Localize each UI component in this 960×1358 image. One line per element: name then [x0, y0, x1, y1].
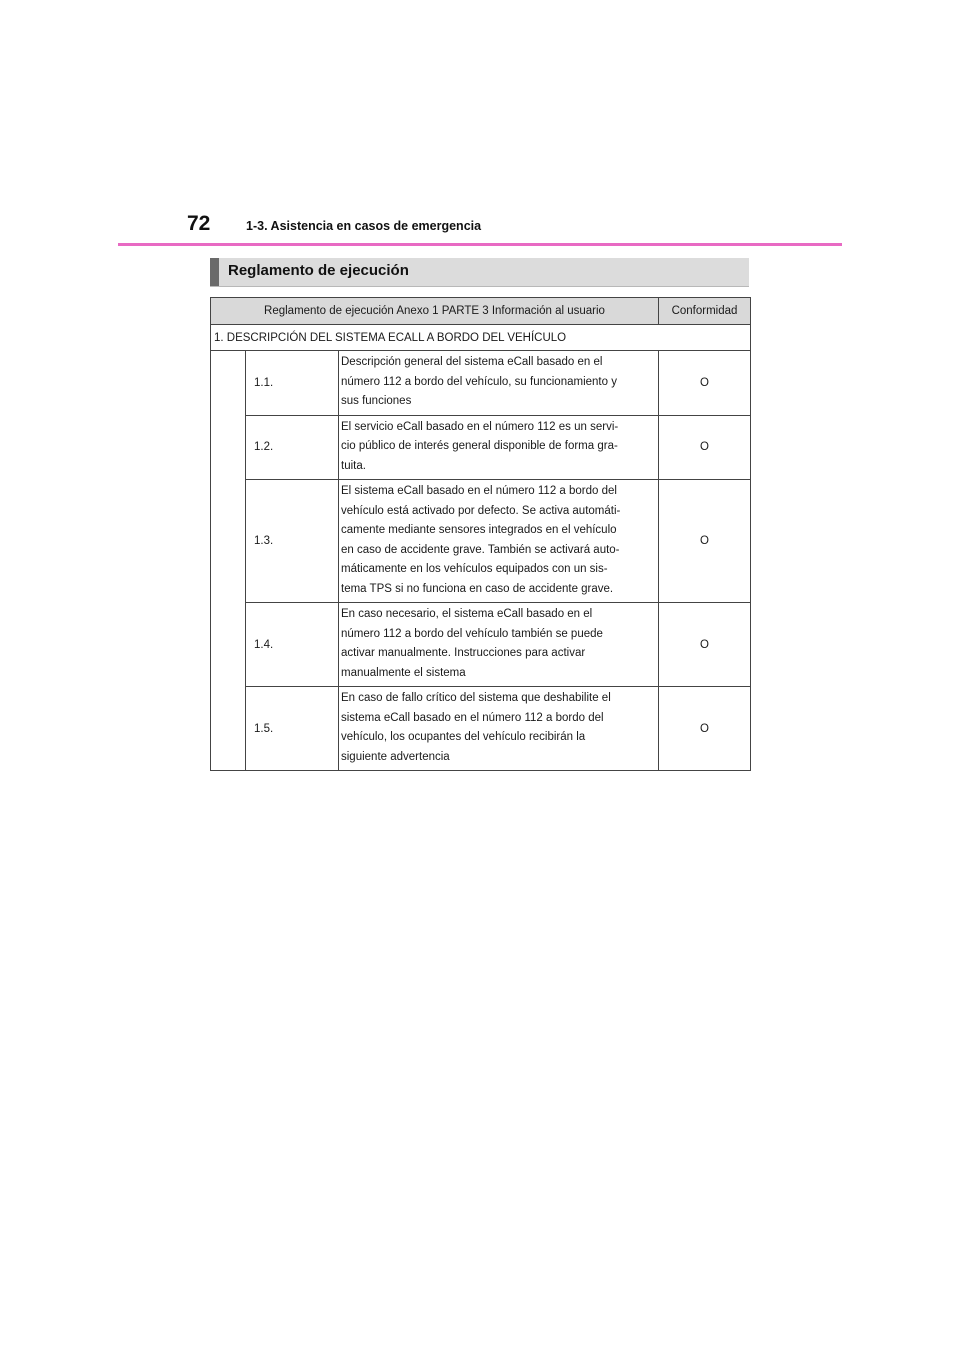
item-number: 1.1. [246, 351, 339, 416]
indent-spacer-cell [211, 351, 246, 771]
chapter-title: 1. DESCRIPCIÓN DEL SISTEMA ECALL A BORDO DEL VEHÍCULO [211, 325, 751, 351]
description-line: El servicio eCall basado en el número 112 es un servi- [341, 420, 619, 433]
description-line: vehículo, los ocupantes del vehículo recibirán la [341, 731, 586, 743]
item-number: 1.5. [246, 687, 339, 771]
table-row [211, 351, 751, 416]
description-line: sistema eCall basado en el número 112 a bordo del [341, 711, 604, 724]
table-row [211, 480, 751, 603]
regulation-table [210, 297, 751, 771]
item-description [339, 351, 659, 416]
item-description [339, 603, 659, 687]
subsection-accent-block [210, 258, 219, 286]
table-row [211, 687, 751, 771]
item-conformity: O [659, 603, 751, 687]
description-line: vehículo está activado por defecto. Se activa automáti- [341, 504, 621, 517]
table-row [211, 415, 751, 480]
item-number: 1.2. [246, 415, 339, 480]
item-conformity: O [659, 415, 751, 480]
description-line: activar manualmente. Instrucciones para activar [341, 647, 586, 659]
table-row [211, 603, 751, 687]
section-title: 1-3. Asistencia en casos de emergencia [246, 219, 482, 233]
item-conformity: O [659, 351, 751, 416]
regulation-column-header: Reglamento de ejecución Anexo 1 PARTE 3 Información al usuario [211, 298, 659, 325]
item-description [339, 687, 659, 771]
description-line: número 112 a bordo del vehículo, su funcionamiento y [341, 375, 617, 388]
description-line: cio público de interés general disponible de forma gra- [341, 440, 618, 452]
header-rule [118, 243, 842, 246]
description-line: máticamente en los vehículos equipados con un sis- [341, 563, 608, 575]
subsection-title: Reglamento de ejecución [228, 262, 409, 279]
item-number: 1.3. [246, 480, 339, 603]
conformity-column-header: Conformidad [659, 298, 751, 325]
description-line: manualmente el sistema [341, 666, 466, 679]
description-line: En caso de fallo crítico del sistema que deshabilite el [341, 692, 611, 704]
description-line: en caso de accidente grave. También se activará auto- [341, 543, 620, 556]
item-description [339, 480, 659, 603]
item-number: 1.4. [246, 603, 339, 687]
item-conformity: O [659, 687, 751, 771]
page-number: 72 [187, 212, 211, 235]
item-conformity: O [659, 480, 751, 603]
chapter-row [211, 325, 751, 351]
subsection-heading-bar [210, 258, 749, 287]
description-line: tema TPS si no funciona en caso de accidente grave. [341, 582, 614, 595]
description-line: sus funciones [341, 395, 412, 407]
item-description [339, 415, 659, 480]
description-line: camente mediante sensores integrados en el vehículo [341, 524, 617, 536]
table-header-row [211, 298, 751, 325]
description-line: siguiente advertencia [341, 750, 450, 763]
description-line: El sistema eCall basado en el número 112 a bordo del [341, 485, 617, 497]
description-line: Descripción general del sistema eCall basado en el [341, 356, 603, 368]
description-line: número 112 a bordo del vehículo también se puede [341, 627, 603, 640]
description-line: En caso necesario, el sistema eCall basado en el [341, 608, 593, 620]
description-line: tuita. [341, 459, 366, 472]
